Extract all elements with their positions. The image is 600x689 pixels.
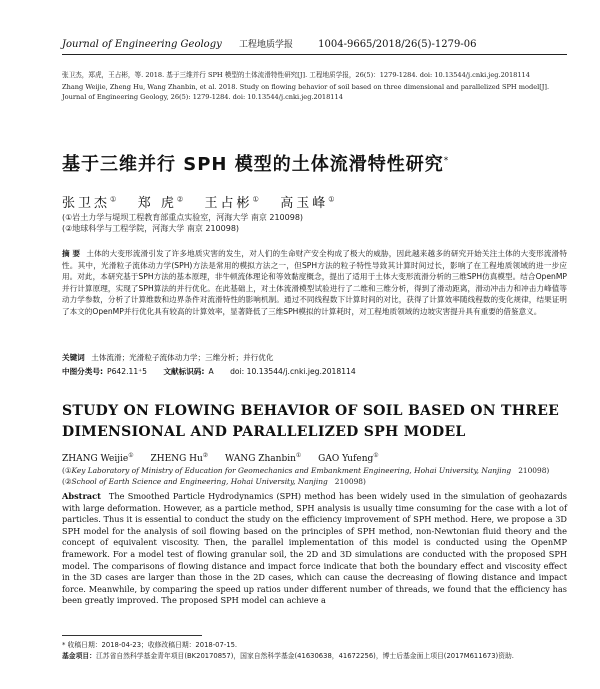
author-en: WANG Zhanbin① bbox=[225, 452, 302, 464]
abstract-cn-text: 土体的大变形流滑引发了许多地质灾害的发生，对人们的生命财产安全构成了极大的威胁，因此越来越多的研究开始关注土体的大变形流滑特性。其中，光滑粒子流体动力学(SPH)方法是常用的模拟方法之一，但SPH方法的粒子特性导致其计算时间过长，影响了在工程地质领域的进一步应用。对此，本研究基于SPH方法的基本原理，非牛顿流体理论和等效黏度概念，提出了适用于土体大变形流滑分析的三维SPH仿真模型。结合OpenMP并行计算原理，实现了SPH算法的并行优化。在此基础上，对土体流滑模型试验进行了二维和三维分析，得到了滑动距离，滑动冲击力和冲击力峰值等动力学参数，分析了计算维数和边界条件对流滑特性的影响机制。通过不同线程数下计算时间的对比，获得了计算效率随线程数的变化规律，结果证明了本文的OpenMP并行优化具有较高的计算效率，显著降低了三维SPH模拟的计算耗时，对工程地质领域的边坡灾害提升具有重要的借鉴意义。 bbox=[62, 249, 567, 316]
title-footnote-mark: * bbox=[443, 156, 450, 166]
citation-block bbox=[62, 70, 567, 102]
title-en: STUDY ON FLOWING BEHAVIOR OF SOIL BASED ON THREE DIMENSIONAL AND PARALLELIZED SPH MODEL bbox=[62, 403, 560, 440]
journal-name-cn: 工程地质学报 bbox=[238, 40, 293, 50]
author-cn: 张卫杰① bbox=[62, 195, 117, 211]
running-header bbox=[62, 39, 567, 55]
author-cn: 王占彬① bbox=[204, 195, 259, 211]
authors-cn bbox=[62, 192, 335, 211]
abstract-en-text: The Smoothed Particle Hydrodynamics (SPH) method has been widely used in the simulation of geohazards with large deformation. However, as a particle method, SPH analysis is usually time consuming for the case with a lot of particles. Thus it is essential to conduct the study on the efficiency improvement of SPH method. Here, we propose a 3D SPH model for the analysis of soil flowing based on the principles of SPH method, non-Newtonian fluid theory and the concept of equivalent viscosity. Then, the parallel implementation of this model is conducted using the OpenMP framework. For a model test of flowing granular soil, the 2D and 3D simulations are conducted with the proposed SPH model. The comparisons of flowing distance and impact force indicate that both the boundary effect and viscosity effect in the 3D cases are larger than those in the 2D cases, which can cause the decreasing of flowing distance and impact force. Meanwhile, by comparing the speed up ratios under different number of threads, we found that the efficiency has been greatly improved. The proposed SPH model can achieve a bbox=[62, 491, 567, 606]
title-cn bbox=[62, 150, 567, 176]
abstract-en bbox=[62, 491, 567, 607]
author-cn: 郑 虎② bbox=[137, 195, 184, 211]
author-en: ZHANG Weijie① bbox=[62, 452, 134, 464]
doc-code-label: 文献标识码: bbox=[163, 367, 205, 376]
cls-value: P642.11⁺5 bbox=[107, 367, 148, 376]
keywords-cn bbox=[62, 353, 567, 363]
affiliation-en: (②School of Earth Science and Engineering, Hohai University, Nanjing 210098) bbox=[62, 477, 366, 486]
author-en: GAO Yufeng① bbox=[318, 452, 379, 464]
citation-cn: 张卫杰，郑虎，王占彬，等. 2018. 基于三维并行 SPH 模型的土体流滑特性研究[J]. 工程地质学报，26(5)：1279-1284. doi: 10.13544/j.cnki.jeg.2018114 bbox=[62, 71, 530, 79]
classification-cn bbox=[62, 367, 567, 377]
abstract-cn-label: 摘 要 bbox=[62, 249, 81, 258]
doc-code-value: A bbox=[208, 367, 214, 376]
funding-text: 江苏省自然科学基金青年项目(BK20170857)，国家自然科学基金(41630638，41672256)，博士后基金面上项目(2017M611673)资助. bbox=[95, 652, 514, 660]
cls-label: 中图分类号: bbox=[62, 367, 104, 376]
footnote-received: * 收稿日期：2018-04-23；收修改稿日期：2018-07-15. bbox=[62, 641, 238, 649]
affiliation-cn: (②地球科学与工程学院，河海大学 南京 210098) bbox=[62, 224, 240, 233]
doi-value: 10.13544/j.cnki.jeg.2018114 bbox=[246, 367, 356, 376]
journal-name: Journal of Engineering Geology bbox=[62, 39, 222, 50]
funding-label: 基金项目： bbox=[62, 652, 96, 660]
authors-en bbox=[62, 452, 393, 464]
abstract-en-label: Abstract bbox=[62, 491, 101, 501]
author-cn: 高玉峰① bbox=[280, 195, 335, 211]
issn-info: 1004-9665/2018/26(5)-1279-06 bbox=[318, 39, 477, 50]
author-en: ZHENG Hu② bbox=[150, 452, 209, 464]
footnote-funding bbox=[62, 651, 567, 661]
affiliations-cn bbox=[62, 212, 567, 234]
citation-en: Zhang Weijie, Zheng Hu, Wang Zhanbin, et al. 2018. Study on flowing behavior of soil based on three dimensional and parallelized SPH model[J]. Journal of Engineering Geology, 26(5): 1279-1284. doi: 10.13544/j.cnki.jeg.2018114 bbox=[62, 83, 550, 101]
title-cn-text: 基于三维并行 SPH 模型的土体流滑特性研究 bbox=[62, 154, 444, 175]
footnote-divider bbox=[62, 635, 202, 636]
keywords-cn-text: 土体流滑；光滑粒子流体动力学；三维分析；并行优化 bbox=[91, 353, 274, 362]
affiliation-cn: (①岩土力学与堤坝工程教育部重点实验室，河海大学 南京 210098) bbox=[62, 213, 304, 222]
abstract-cn bbox=[62, 248, 567, 318]
doi-label: doi: bbox=[230, 367, 245, 376]
affiliations-en bbox=[62, 465, 567, 487]
keywords-cn-label: 关键词 bbox=[62, 353, 85, 362]
affiliation-en: (①Key Laboratory of Ministry of Education for Geomechanics and Embankment Engineering, Hohai University, Nanjing 210098) bbox=[62, 466, 550, 475]
